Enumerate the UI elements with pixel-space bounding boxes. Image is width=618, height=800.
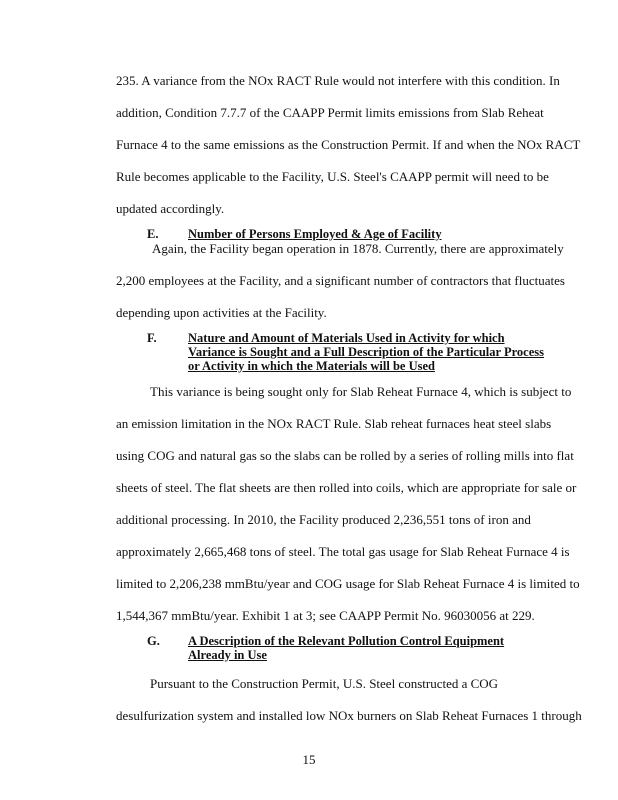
body-line: 235. A variance from the NOx RACT Rule would not interfere with this condition. In [116, 73, 560, 88]
body-line: additional processing. In 2010, the Facility produced 2,236,551 tons of iron and [116, 512, 531, 527]
body-line: using COG and natural gas so the slabs can be rolled by a series of rolling mills into flat [116, 448, 574, 463]
body-line: Furnace 4 to the same emissions as the Construction Permit. If and when the NOx RACT [116, 137, 581, 152]
body-line: This variance is being sought only for Slab Reheat Furnace 4, which is subject to [150, 384, 572, 399]
section-g-heading [147, 634, 567, 664]
body-line: Again, the Facility began operation in 1878. Currently, there are approximately [152, 241, 564, 256]
body-line: addition, Condition 7.7.7 of the CAAPP Permit limits emissions from Slab Reheat [116, 105, 544, 120]
section-title: Nature and Amount of Materials Used in Activity for which Variance is Sought and a Full Description of the Particular Process or Activity in which the Materials will be Used [188, 331, 545, 373]
body-line: an emission limitation in the NOx RACT Rule. Slab reheat furnaces heat steel slabs [116, 416, 552, 431]
section-f-heading [147, 331, 567, 375]
body-line: sheets of steel. The flat sheets are then rolled into coils, which are appropriate for sale or [116, 480, 577, 495]
section-letter: E. [147, 227, 159, 241]
section-title: A Description of the Relevant Pollution Control Equipment Already in Use [188, 634, 505, 662]
body-line: 2,200 employees at the Facility, and a significant number of contractors that fluctuates [116, 273, 565, 288]
body-line: 1,544,367 mmBtu/year. Exhibit 1 at 3; see CAAPP Permit No. 96030056 at 229. [116, 608, 535, 623]
body-line: limited to 2,206,238 mmBtu/year and COG usage for Slab Reheat Furnace 4 is limited to [116, 576, 580, 591]
section-letter: F. [147, 331, 157, 345]
section-title: Number of Persons Employed & Age of Facility [188, 227, 442, 241]
body-line: Pursuant to the Construction Permit, U.S. Steel constructed a COG [150, 676, 499, 691]
page-number: 15 [302, 752, 316, 767]
body-line: approximately 2,665,468 tons of steel. The total gas usage for Slab Reheat Furnace 4 is [116, 544, 570, 559]
body-line: depending upon activities at the Facility. [116, 305, 327, 320]
body-line: updated accordingly. [116, 201, 225, 216]
section-letter: G. [147, 634, 160, 648]
body-line: Rule becomes applicable to the Facility, U.S. Steel's CAAPP permit will need to be [116, 169, 549, 184]
body-line: desulfurization system and installed low NOx burners on Slab Reheat Furnaces 1 through [116, 708, 582, 723]
